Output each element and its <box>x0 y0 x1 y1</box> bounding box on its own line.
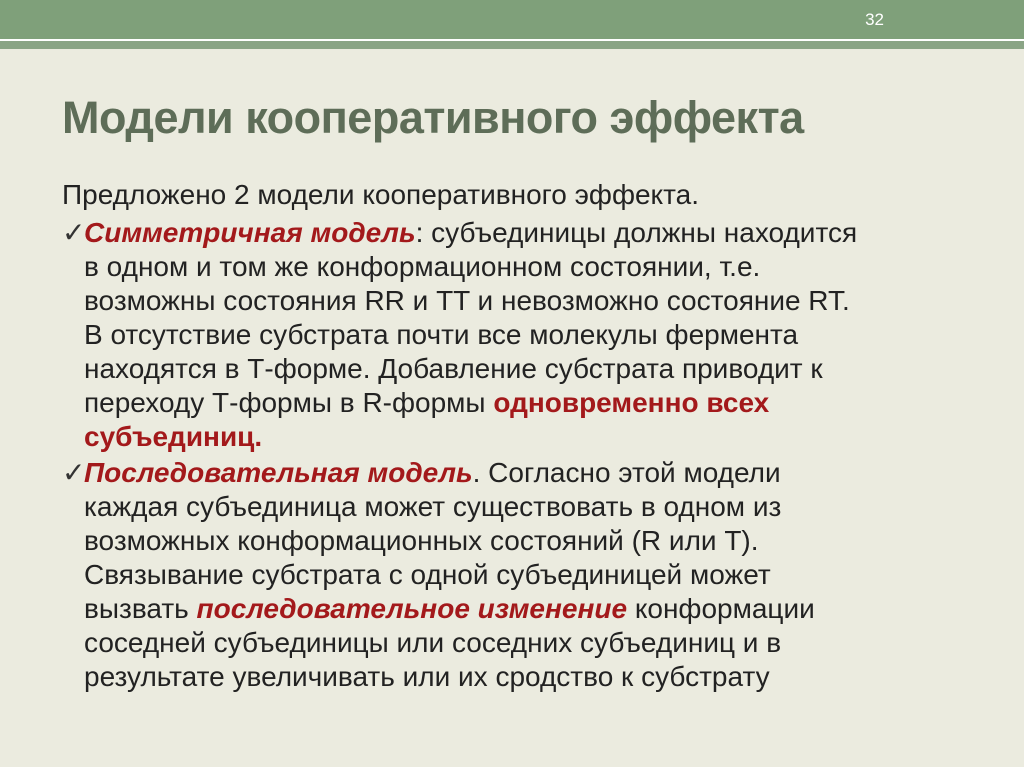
header-stripe <box>0 41 1024 49</box>
intro-text: Предложено 2 модели кооперативного эффекта. <box>62 179 699 210</box>
item1-line4: В отсутствие субстрата почти все молекулы фермента <box>84 319 799 350</box>
item1-line2: в одном и том же конформационном состоянии, т.е. <box>84 251 761 282</box>
item2-line3: возможных конформационных состояний (R или T). <box>84 525 759 556</box>
item1-line7 <box>84 420 962 454</box>
sequential-change-term: последовательное изменение <box>196 593 628 624</box>
check-icon: ✓ <box>62 457 86 488</box>
item2-line4: Связывание субстрата с одной субъединицей может <box>84 559 771 590</box>
item2-line7: результате увеличивать или их сродство к субстрату <box>84 661 770 692</box>
item1-line6: переходу Т-формы в R-формы одновременно всех <box>84 387 770 418</box>
item2-line5: вызвать последовательное изменение конформации <box>84 593 815 624</box>
slide-number: 32 <box>865 10 884 29</box>
list-item-sequential-model <box>62 456 962 694</box>
check-icon: ✓ <box>62 217 86 248</box>
slide-body <box>62 178 962 696</box>
item2-line6: соседней субъединицы или соседних субъединиц и в <box>84 627 782 658</box>
item1-line1: Симметричная модель: субъединицы должны находится <box>84 217 858 248</box>
sequential-model-term: Последовательная модель <box>84 457 473 488</box>
slide-title: Модели кооперативного эффекта <box>62 92 804 143</box>
emphasis-simultaneous: одновременно всех <box>493 387 770 418</box>
list-item-symmetric-model <box>62 216 962 454</box>
item2-line1: Последовательная модель. Согласно этой модели <box>84 457 781 488</box>
item1-line5: находятся в Т-форме. Добавление субстрата приводит к <box>84 353 823 384</box>
item2-line2: каждая субъединица может существовать в одном из <box>84 491 782 522</box>
emphasis-subunits: субъединиц. <box>84 421 263 452</box>
symmetric-model-term: Симметричная модель <box>84 217 416 248</box>
item1-line3: возможны состояния RR и TT и невозможно состояние RT. <box>84 285 850 316</box>
